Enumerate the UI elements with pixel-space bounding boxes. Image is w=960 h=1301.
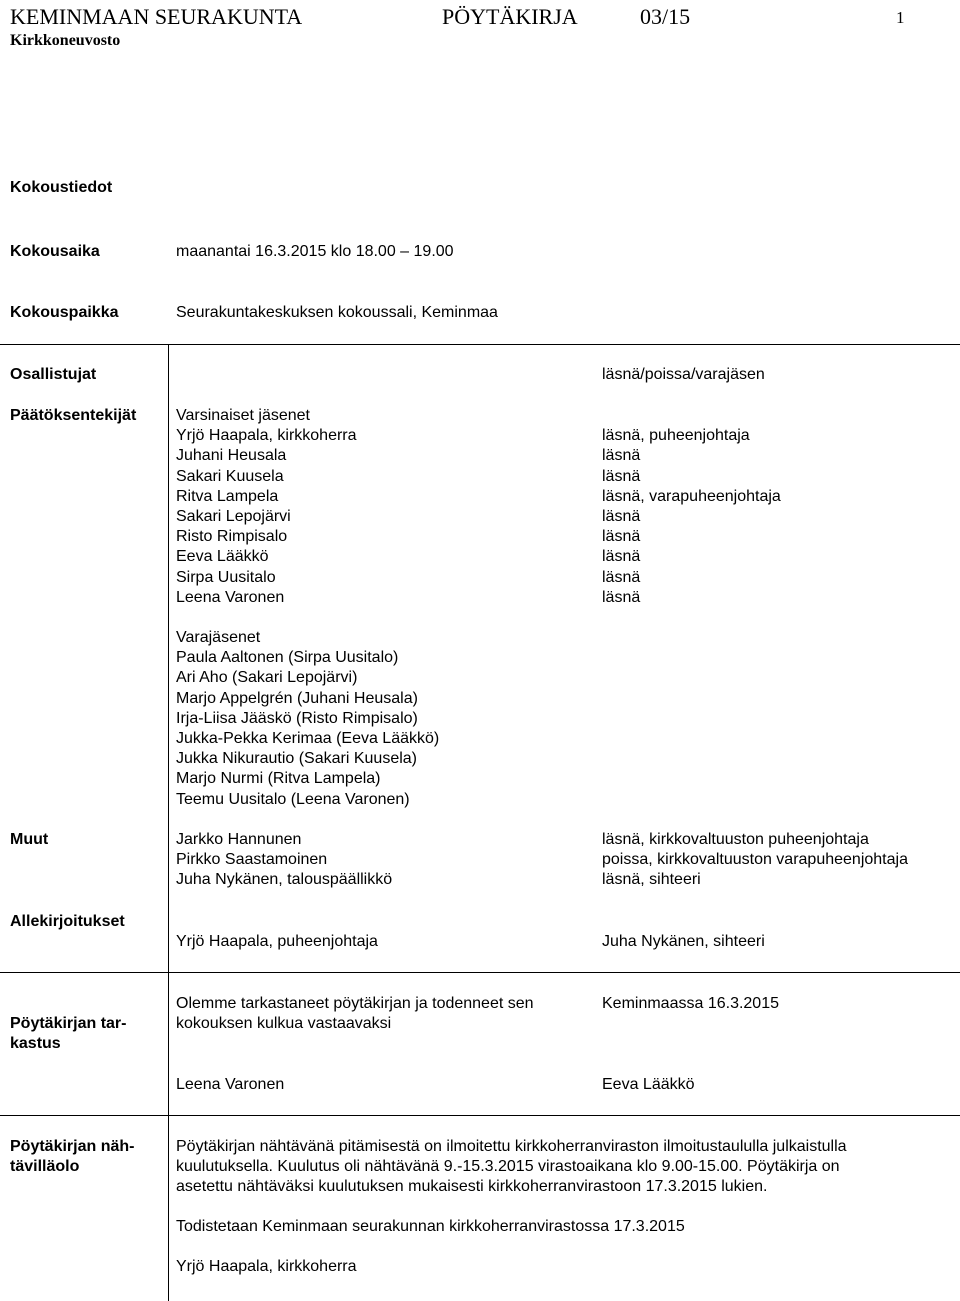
member-status: läsnä, puheenjohtaja [602,427,750,445]
document-number: 03/15 [640,4,691,29]
others-status-list [602,830,908,891]
deputy-name: Jukka Nikurautio (Sakari Kuusela) [176,750,417,768]
other-name: Jarkko Hannunen [176,831,302,848]
divider [168,344,169,973]
deputy-name: Marjo Appelgrén (Juhani Heusala) [176,689,418,707]
review-place-date: Keminmaassa 16.3.2015 [602,995,779,1012]
member-status: läsnä [602,508,641,525]
divider [168,972,169,1115]
review-label [10,1014,126,1054]
review-text-line: Olemme tarkastaneet pöytäkirjan ja todenneet sen [176,995,534,1012]
deputy-name: Irja-Liisa Jääskö (Risto Rimpisalo) [176,709,418,727]
reviewer-signature: Eeva Lääkkö [602,1076,695,1093]
status-header: läsnä/poissa/varajäsen [602,366,765,383]
divider [168,1115,169,1301]
member-name: Ritva Lampela [176,487,279,505]
reviewer-signature: Leena Varonen [176,1076,285,1093]
other-status: läsnä, kirkkovaltuuston puheenjohtaja [602,831,869,848]
member-name: Eeva Lääkkö [176,548,269,566]
review-text-line: kokouksen kulkua vastaavaksi [176,1015,392,1033]
member-status: läsnä [602,447,641,465]
member-name: Leena Varonen [176,588,285,606]
member-name: Risto Rimpisalo [176,528,288,546]
signatures-label: Allekirjoitukset [10,913,125,930]
section-title: Kokoustiedot [10,179,113,196]
meeting-place-label: Kokouspaikka [10,304,119,321]
deputy-name: Jukka-Pekka Kerimaa (Eeva Lääkkö) [176,730,440,748]
governing-body: Kirkkoneuvosto [10,32,121,49]
decision-makers-label: Päätöksentekijät [10,407,137,424]
other-status: poissa, kirkkovaltuuston varapuheenjohtaja [602,851,908,869]
participants-label: Osallistujat [10,366,97,383]
member-name: Sakari Kuusela [176,467,284,485]
display-label [10,1137,134,1177]
chair-signature: Yrjö Haapala, puheenjohtaja [176,933,378,950]
member-name: Sakari Lepojärvi [176,508,291,526]
review-label-line: kastus [10,1035,61,1053]
other-name: Juha Nykänen, talouspäällikkö [176,871,393,889]
member-status: läsnä, varapuheenjohtaja [602,487,781,505]
organization-name: KEMINMAAN SEURAKUNTA [10,4,303,29]
divider [0,1115,960,1116]
certifier-signature: Yrjö Haapala, kirkkoherra [176,1258,357,1275]
display-text [176,1137,847,1198]
document-header [10,2,950,49]
display-text-line: asetettu nähtäväksi kuulutuksen mukaisesti kirkkoherranvirastoon 17.3.2015 lukien. [176,1178,768,1196]
secretary-signature: Juha Nykänen, sihteeri [602,933,765,950]
members-title: Varsinaiset jäsenet [176,407,310,424]
member-status: läsnä [602,568,641,586]
divider [0,972,960,973]
meeting-time-value: maanantai 16.3.2015 klo 18.00 – 19.00 [176,243,454,260]
members-status-list [602,426,781,608]
document-type: PÖYTÄKIRJA [442,4,578,29]
review-text [176,994,534,1034]
others-label: Muut [10,831,49,848]
meeting-place-value: Seurakuntakeskuksen kokoussali, Keminmaa [176,304,498,321]
display-text-line: Pöytäkirjan nähtävänä pitämisestä on ilmoitettu kirkkoherranviraston ilmoitustaululla julkaistulla [176,1138,847,1155]
deputy-name: Ari Aho (Sakari Lepojärvi) [176,669,358,687]
member-name: Yrjö Haapala, kirkkoherra [176,427,357,445]
member-status: läsnä [602,528,641,546]
display-label-line: Pöytäkirjan näh- [10,1138,135,1155]
member-status: läsnä [602,588,641,606]
member-name: Juhani Heusala [176,447,287,465]
others-list [176,830,392,891]
members-list [176,406,357,608]
other-name: Pirkko Saastamoinen [176,851,328,869]
deputies-title: Varajäsenet [176,629,261,646]
member-name: Sirpa Uusitalo [176,568,276,586]
divider [0,344,960,345]
deputy-name: Paula Aaltonen (Sirpa Uusitalo) [176,649,399,667]
other-status: läsnä, sihteeri [602,871,701,889]
deputy-name: Marjo Nurmi (Ritva Lampela) [176,770,381,788]
member-status: läsnä [602,467,641,485]
certification-text: Todistetaan Keminmaan seurakunnan kirkkoherranvirastossa 17.3.2015 [176,1218,685,1235]
review-label-line: Pöytäkirjan tar- [10,1015,127,1032]
deputy-name: Teemu Uusitalo (Leena Varonen) [176,790,410,808]
meeting-time-label: Kokousaika [10,243,100,260]
member-status: läsnä [602,548,641,566]
deputies-list [176,628,439,810]
page-number: 1 [896,8,905,27]
display-label-line: tävilläolo [10,1158,80,1176]
display-text-line: kuulutuksella. Kuulutus oli nähtävänä 9.-15.3.2015 virastoaikana klo 9.00-15.00. Pöytäkirja on [176,1158,840,1176]
